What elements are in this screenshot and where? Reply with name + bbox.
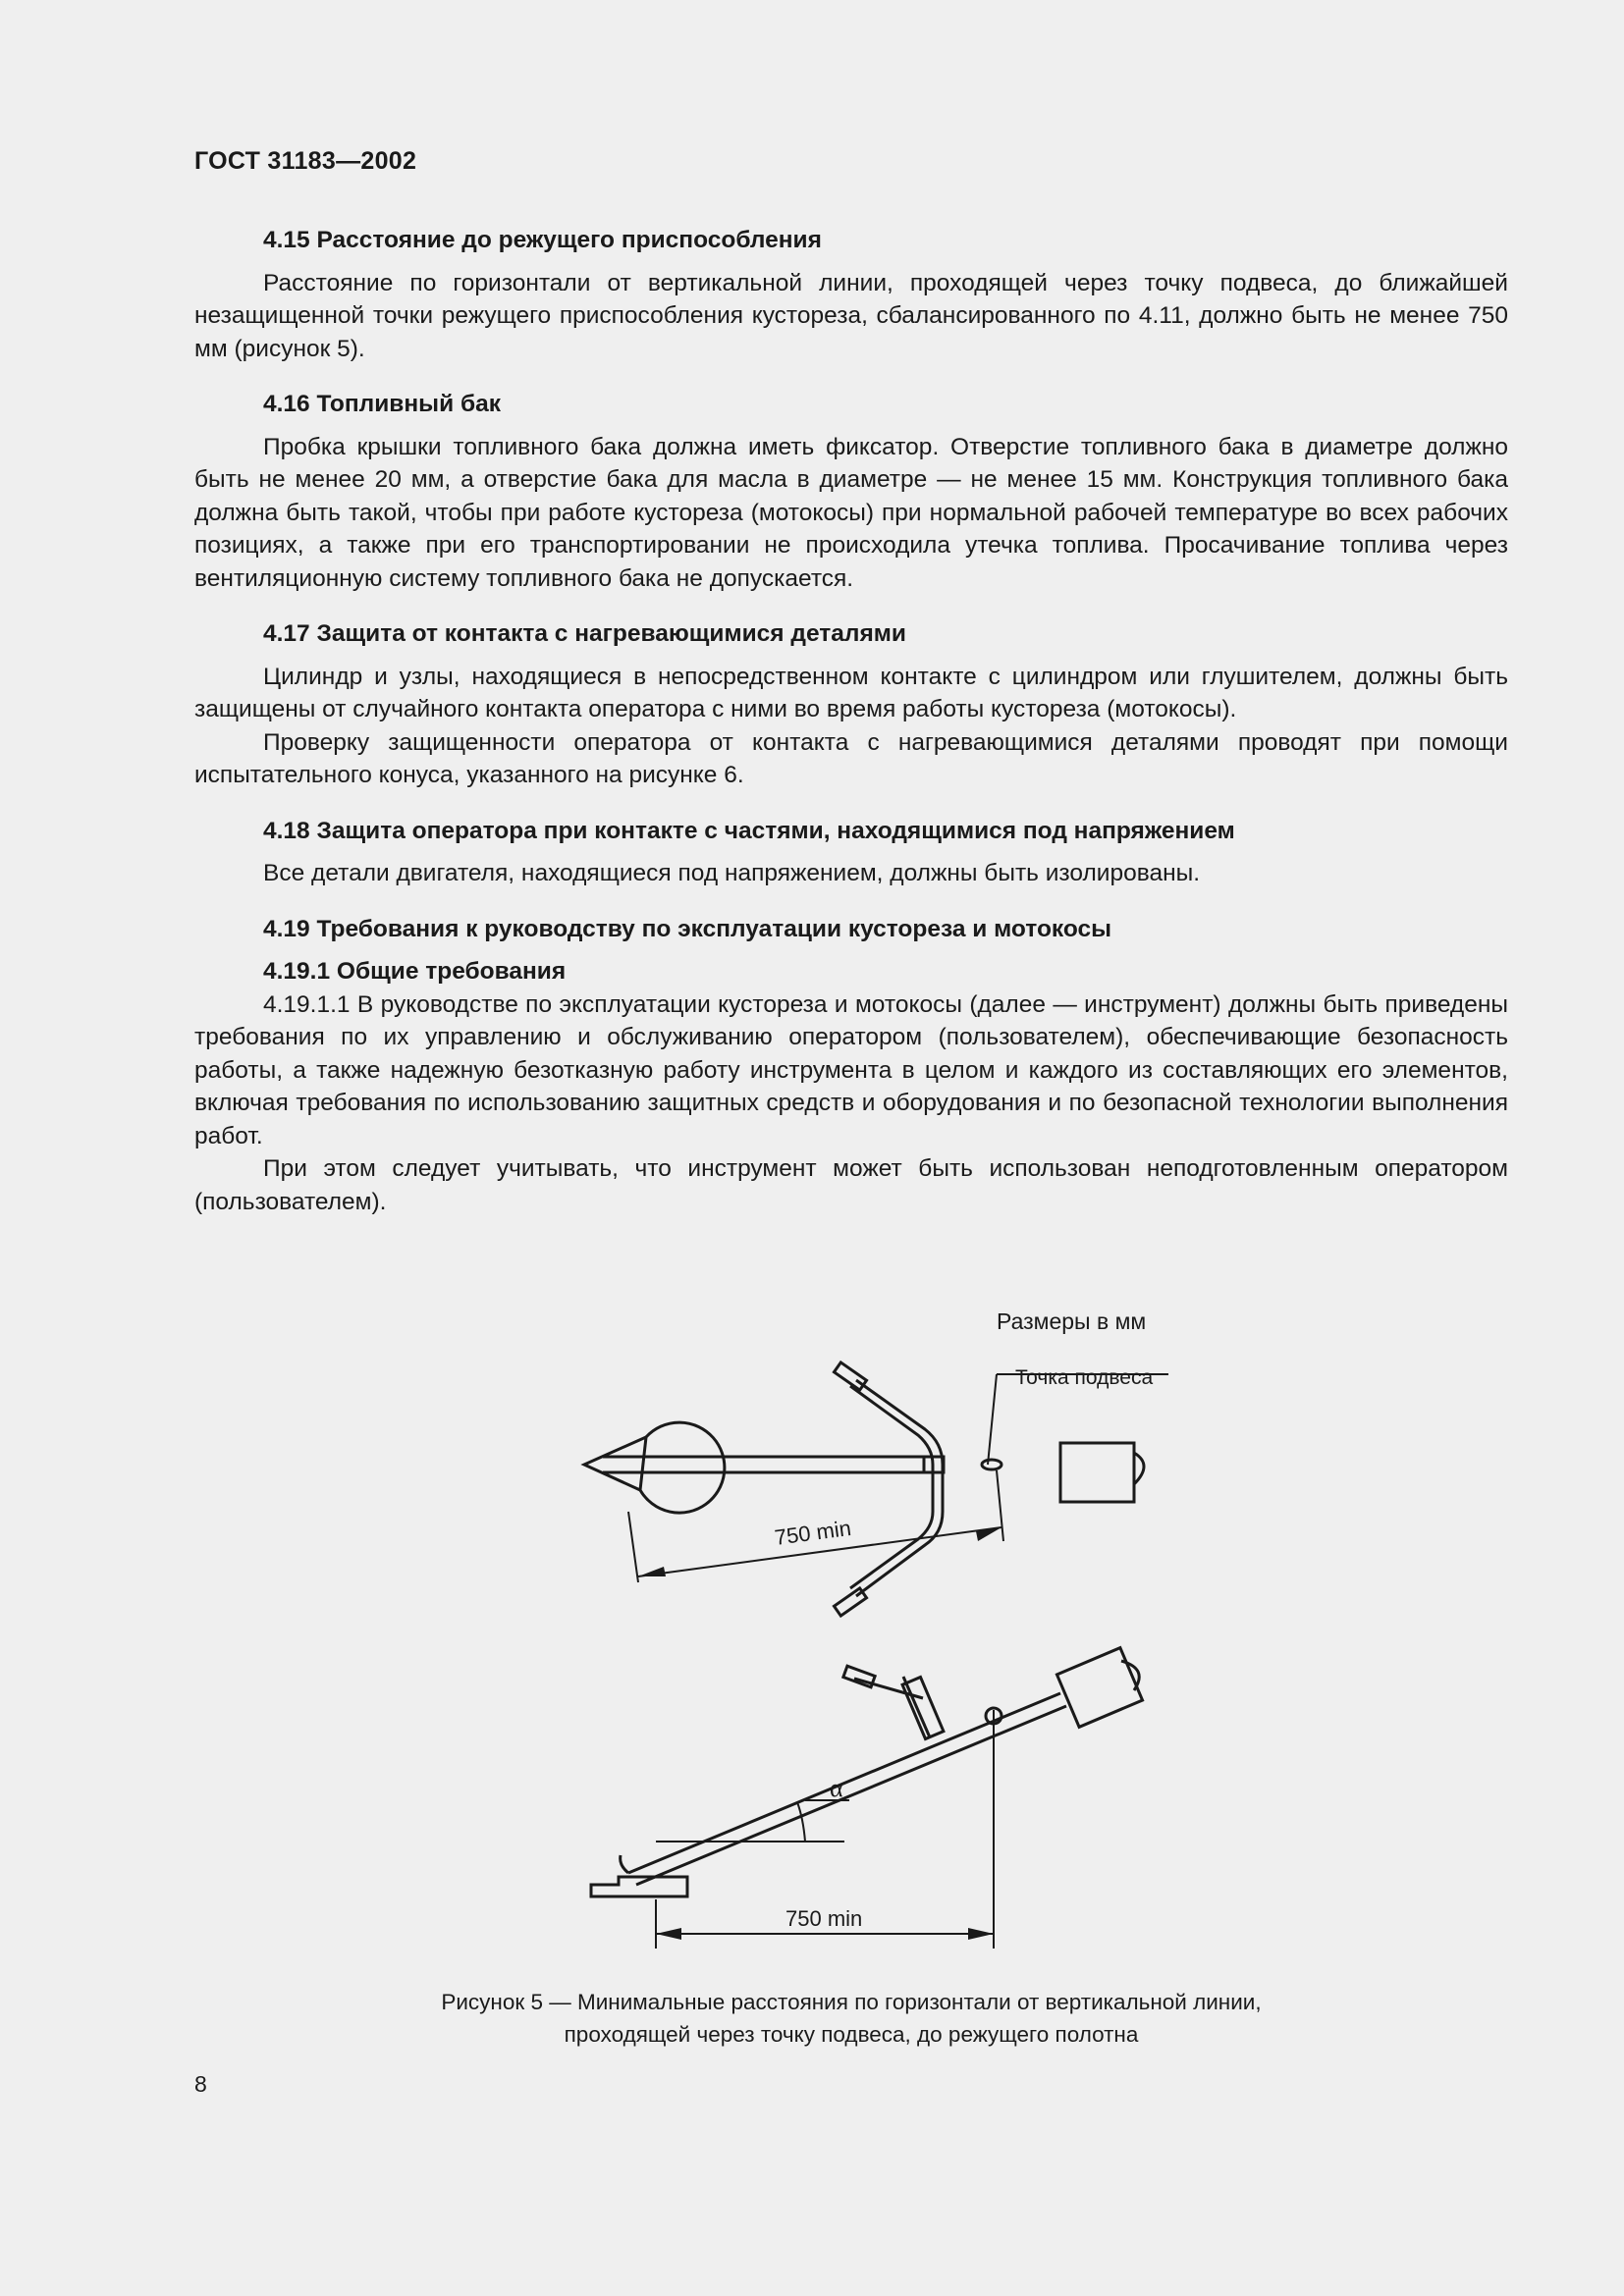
section-4-19-1-title: 4.19.1 Общие требования xyxy=(263,958,567,985)
engine-block xyxy=(1060,1443,1134,1502)
arrow-bottom-left xyxy=(656,1928,681,1940)
section-4-19-title: 4.19 Требования к руководству по эксплуатации кустореза и мотокосы xyxy=(263,915,1112,942)
section-4-18-paragraph: Все детали двигателя, находящиеся под напряжением, должны быть изолированы. xyxy=(263,860,1201,886)
section-4-17-title: 4.17 Защита от контакта с нагревающимися деталями xyxy=(263,620,906,647)
figure-caption-line-2: проходящей через точку подвеса, до режущего полотна xyxy=(564,2022,1139,2047)
section-4-18-title: 4.18 Защита оператора при контакте с частями, находящимися под напряжением xyxy=(263,817,1235,844)
section-4-19-1-paragraph-1: 4.19.1.1 В руководстве по эксплуатации кустореза и мотокосы (далее — инструмент) должны быть приведены требования по их управлению и обслуживанию оператором (пользователем), обеспечивающие безопасность работы, а также надежную безотказную работу инструмента в целом и каждого из составляющих его элементов, включая требования по использованию защитных средств и оборудования и по безопасной технологии выполнения работ. xyxy=(194,990,1508,1149)
suspension-point-ring xyxy=(982,1460,1001,1469)
section-4-16-paragraph: Пробка крышки топливного бака должна иметь фиксатор. Отверстие топливного бака в диаметре должно быть не менее 20 мм, а отверстие бака для масла в диаметре — не менее 15 мм. Конструкция топливного бака должна быть такой, чтобы при работе кустореза (мотокосы) при нормальной рабочей температуре во всех рабочих позициях, а также при его транспортировании не происходила утечка топлива. Просачивание топлива через вентиляционную систему топливного бака не допускается. xyxy=(194,433,1508,592)
extension-line-left xyxy=(628,1512,638,1582)
section-4-19-1-paragraph-2: При этом следует учитывать, что инструмент может быть использован неподготовленным оператором (пользователем). xyxy=(194,1155,1508,1215)
cutting-disc xyxy=(640,1422,725,1513)
cutting-disc-guard xyxy=(584,1437,646,1490)
section-4-15-paragraph: Расстояние по горизонтали от вертикальной линии, проходящей через точку подвеса, до ближайшей незащищенной точки режущего приспособления кустореза, сбалансированного по 4.11, должно быть не менее 750 мм (рисунок 5). xyxy=(194,269,1508,362)
dimension-label-bottom: 750 min xyxy=(785,1906,863,1931)
shaft-bend xyxy=(621,1855,628,1873)
section-4-15-title: 4.15 Расстояние до режущего приспособления xyxy=(263,227,822,253)
figure-caption-line-1: Рисунок 5 — Минимальные расстояния по горизонтали от вертикальной линии, xyxy=(441,1990,1262,2014)
suspension-leader xyxy=(988,1374,997,1465)
side-shaft-bottom xyxy=(636,1706,1066,1885)
extension-line-right xyxy=(997,1470,1003,1541)
angle-arc xyxy=(797,1802,805,1842)
engine-block-side xyxy=(1056,1648,1142,1728)
handle-bar-inner xyxy=(856,1380,943,1596)
section-4-16-title: 4.16 Топливный бак xyxy=(263,391,501,417)
top-view-drawing xyxy=(584,1362,1168,1616)
section-4-17-paragraph-1: Цилиндр и узлы, находящиеся в непосредственном контакте с цилиндром или глушителем, должны быть защищены от случайного контакта оператора с ними во время работы кустореза (мотокосы). xyxy=(194,663,1508,722)
suspension-point-label: Точка подвеса xyxy=(1015,1366,1154,1389)
lower-grip xyxy=(834,1588,866,1616)
cutting-head xyxy=(591,1877,687,1896)
page-number: 8 xyxy=(194,2071,207,2097)
section-4-17-paragraph-2: Проверку защищенности оператора от контакта с нагревающимися деталями проводят при помощи испытательного конуса, указанного на рисунке 6. xyxy=(194,728,1508,788)
side-shaft-top xyxy=(628,1693,1060,1873)
engine-cap-side xyxy=(1121,1661,1139,1690)
arrow-left xyxy=(638,1567,666,1576)
upper-grip xyxy=(834,1362,866,1390)
side-view-drawing xyxy=(591,1648,1143,1949)
document-code: ГОСТ 31183—2002 xyxy=(194,147,417,175)
figure-caption xyxy=(194,1986,1508,2051)
angle-label: α xyxy=(830,1774,843,1802)
handle-stem xyxy=(903,1677,930,1737)
arrow-bottom-right xyxy=(968,1928,994,1940)
dimension-label-top: 750 min xyxy=(773,1515,853,1550)
units-note: Размеры в мм xyxy=(997,1308,1147,1334)
handle-bar xyxy=(850,1386,933,1588)
